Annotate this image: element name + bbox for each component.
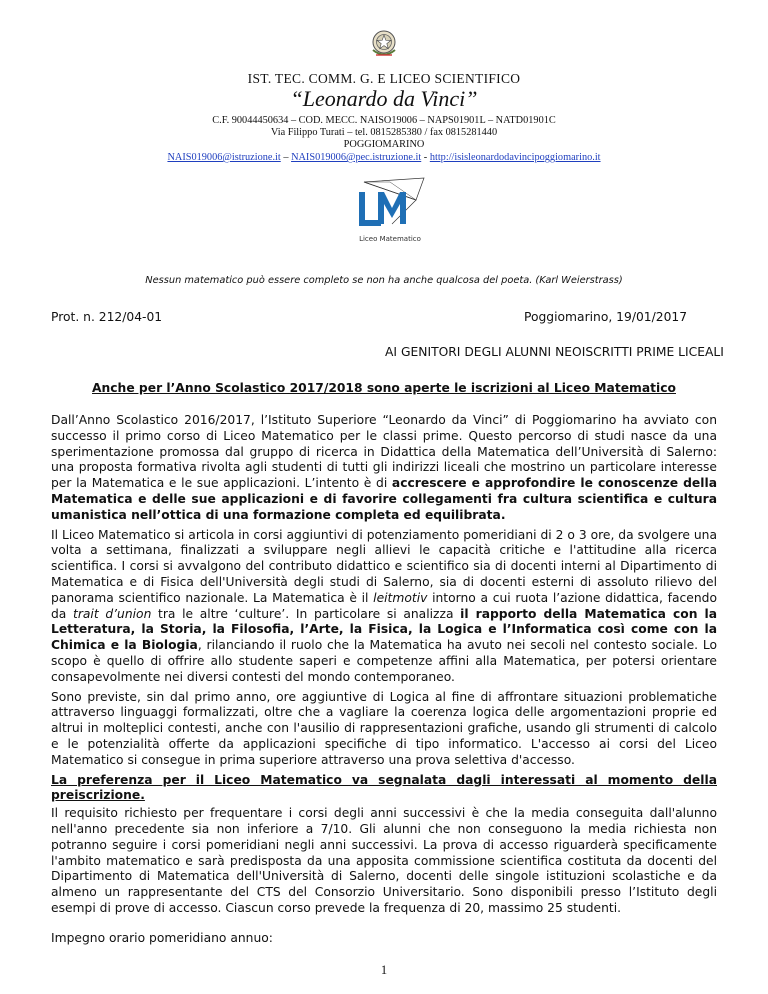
preference-notice: La preferenza per il Liceo Matematico va segnalata dagli interessati al momento della preiscrizione. [51, 772, 717, 803]
website-link[interactable]: http://isisleonardodavincipoggiomarino.it [429, 152, 601, 163]
place-date: Poggiomarino, 19/01/2017 [524, 310, 688, 324]
liceo-matematico-logo [350, 176, 430, 248]
paragraph-structure [51, 528, 717, 686]
paragraph-italic: leitmotiv [373, 590, 428, 605]
paragraph-text: intorno a cui ruota l’azione didattica, facendo da [51, 590, 717, 621]
paragraph-logic: Sono previste, sin dal primo anno, ore aggiuntive di Logica al fine di affrontare situazioni problematiche attraverso linguaggi formalizzati, oltre che a vagliare la coerenza logica delle argomentazioni proprie ed altrui in molteplici contesti, anche con l'ausilio di rappresentazioni grafiche, usando gli strumenti di calcolo e le potenzialità offerte da applicazioni specifiche di tipo informatico. L'accesso ai corsi del Liceo Matematico si consegue in prima superiore attraverso una prova selettiva d'accesso. [51, 689, 717, 767]
paragraph-emphasis: accrescere e approfondire le conoscenze della Matematica e delle sue applicazioni e di favorire collegamenti fra cultura scientifica e cultura umanistica nell’ottica di una formazione completa ed equilibrata. [51, 476, 717, 522]
separator: – [280, 152, 292, 163]
separator: - [421, 152, 430, 163]
motto-quote: Nessun matematico può essere completo se non ha anche qualcosa del poeta. (Karl Weierstrass) [145, 275, 623, 286]
school-title [0, 86, 768, 112]
paragraph-text: Dall’Anno Scolastico 2016/2017, l’Istituto Superiore “Leonardo da Vinci” di Poggiomarino ha avviato con successo il primo corso di Liceo Matematico per le classi prime. Questo percorso di studi nasce da una sperimentazione promossa dal gruppo di ricerca in Didattica della Matematica dell’Università di Salerno: una proposta formativa rivolta agli studenti di tutti gli indirizzi liceali che mostrino un particolare interesse per la Matematica e le sue applicazioni. L’intento è di [51, 413, 717, 491]
logo-caption: Liceo Matematico [359, 235, 421, 243]
email-link[interactable]: NAIS019006@istruzione.it [167, 152, 281, 163]
school-name: IST. TEC. COMM. G. E LICEO SCIENTIFICO [247, 71, 521, 86]
school-town: POGGIOMARINO [343, 139, 425, 150]
paragraph-text: tra le altre ‘culture’. In particolare si analizza [151, 606, 461, 621]
contact-links [0, 151, 768, 164]
paragraph-emphasis: il rapporto della Matematica con la Letteratura, la Storia, la Filosofia, l’Arte, la Fisica, la Logica e l’Informatica così come con la Chimica e la Biologia [51, 606, 717, 653]
page-number: 1 [380, 963, 388, 977]
paragraph-schedule: Impegno orario pomeridiano annuo: [51, 930, 273, 945]
paragraph-intro [51, 413, 717, 524]
paragraph-requirements: Il requisito richiesto per frequentare i corsi degli anni successivi è che la media conseguita dall'alunno nell'anno precedente sia non inferiore a 7/10. Gli alunni che non conseguono la media richiesta non potranno seguire i corsi pomeridiani negli anni successivi. La prova di accesso riguarderà specificamente l'ambito matematico e sarà predisposta da una apposita commissione scientifica costituta da docenti del Dipartimento di Matematica dell'Università di Salerno, docenti delle singole istituzioni scolastiche e da almeno un rappresentante del CTS del Consorzio Universitario. Sono disponibili presso l’Istituto degli esempi di prove di accesso. Ciascun corso prevede la frequenza di 20, massimo 25 studenti. [51, 806, 717, 915]
paragraph-italic: trait d’union [73, 606, 152, 621]
italian-republic-emblem-icon [369, 28, 399, 60]
school-codes: C.F. 90044450634 – COD. MECC. NAISO19006 – NAPS01901L – NATD01901C [212, 115, 556, 126]
paragraph-text: Il Liceo Matematico si articola in corsi aggiuntivi di potenziamento pomeridiani di 2 o 3 ore, da svolgere una volta a settimana, finalizzati a sviluppare negli allievi le capacità critiche e l'attitudine alla ricerca scientifica. I corsi si avvalgono del contributo didattico e scientifico sia di docenti interni al Dipartimento di Matematica e di Fisica dell'Università degli studi di Salerno, sia di docenti esterni di assoluto rilievo del panorama scientifico nazionale. La Matematica è il [51, 527, 717, 605]
school-title-text: “Leonardo da Vinci” [290, 86, 478, 111]
letter-subject: Anche per l’Anno Scolastico 2017/2018 sono aperte le iscrizioni al Liceo Matematico [92, 381, 676, 395]
paragraph-text: , rilanciando il ruolo che la Matematica ha avuto nei secoli nel contesto sociale. Lo scopo è quello di offrire allo studente saperi e competenze affini alla Matematica, per potersi orientare consapevolmente nei diversi contesti del mondo contemporaneo. [51, 638, 717, 684]
pec-email-link[interactable]: NAIS019006@pec.istruzione.it [291, 152, 422, 163]
school-address: Via Filippo Turati – tel. 0815285380 / fax 0815281440 [270, 127, 498, 138]
protocol-number: Prot. n. 212/04-01 [51, 310, 163, 324]
recipients: AI GENITORI DEGLI ALUNNI NEOISCRITTI PRIME LICEALI [385, 345, 724, 359]
letter-body [51, 413, 717, 951]
